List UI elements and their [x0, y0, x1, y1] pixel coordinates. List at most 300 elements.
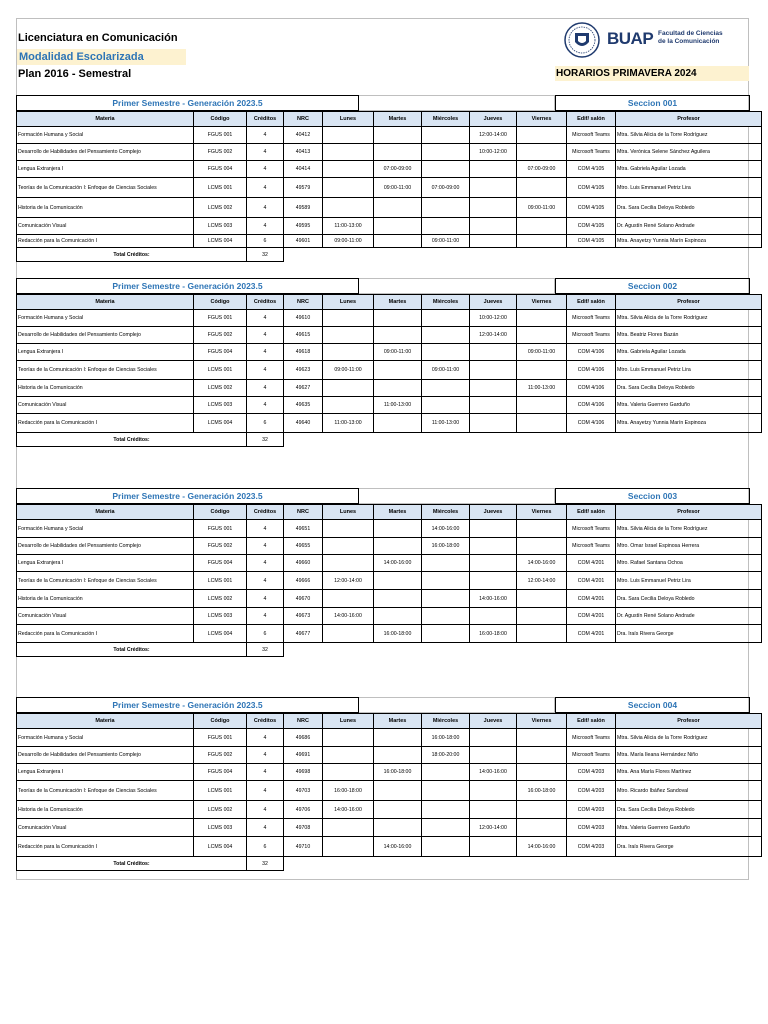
table-cell: 4 — [247, 819, 284, 837]
table-cell: COM 4/106 — [567, 380, 616, 397]
table-cell: Desarrollo de Habilidades del Pensamiento Complejo — [17, 538, 194, 555]
table-cell: 4 — [247, 781, 284, 801]
table-cell — [470, 747, 517, 764]
table-cell: Dra. Iraís Rivera George — [616, 625, 762, 643]
table-cell: LCMS 003 — [194, 218, 247, 235]
table-row — [17, 414, 762, 433]
table-cell: Lengua Extranjera I — [17, 344, 194, 361]
table-cell — [517, 801, 567, 819]
table-cell: LCMS 004 — [194, 625, 247, 643]
table-cell: Desarrollo de Habilidades del Pensamiento Complejo — [17, 144, 194, 161]
table-cell: 14:00-16:00 — [470, 764, 517, 781]
table-cell: Redacción para la Comunicación I — [17, 625, 194, 643]
column-header: Edif/ salón — [567, 505, 616, 520]
table-cell — [470, 218, 517, 235]
table-cell — [374, 198, 422, 218]
table-cell — [323, 747, 374, 764]
table-cell: 49708 — [284, 819, 323, 837]
table-cell: Dra. Sara Cecilia Deloya Robledo — [616, 590, 762, 608]
total-row — [17, 643, 762, 657]
table-cell: 11:00-13:00 — [422, 414, 470, 433]
column-header: Materia — [17, 505, 194, 520]
table-cell: COM 4/201 — [567, 608, 616, 625]
column-header: Jueves — [470, 295, 517, 310]
table-cell: 09:00-11:00 — [374, 344, 422, 361]
table-row — [17, 198, 762, 218]
table-cell — [517, 144, 567, 161]
table-row — [17, 397, 762, 414]
header-spacer — [359, 95, 555, 111]
schedule-table — [16, 504, 762, 657]
table-cell — [374, 801, 422, 819]
table-cell: LCMS 001 — [194, 361, 247, 380]
table-cell: 07:00-09:00 — [422, 178, 470, 198]
buap-logo — [563, 20, 733, 64]
column-header: Código — [194, 714, 247, 729]
column-header: Martes — [374, 505, 422, 520]
column-header: Código — [194, 295, 247, 310]
table-cell — [323, 178, 374, 198]
table-cell: 14:00-16:00 — [517, 555, 567, 572]
column-header: Viernes — [517, 112, 567, 127]
column-header: NRC — [284, 505, 323, 520]
column-header: Jueves — [470, 505, 517, 520]
table-cell: COM 4/105 — [567, 198, 616, 218]
table-cell: COM 4/201 — [567, 590, 616, 608]
table-cell — [422, 625, 470, 643]
total-credits-value: 32 — [247, 857, 284, 871]
column-header: Miércoles — [422, 505, 470, 520]
table-row — [17, 781, 762, 801]
table-cell — [422, 608, 470, 625]
table-cell — [517, 218, 567, 235]
table-header-row — [17, 295, 762, 310]
table-cell: 4 — [247, 380, 284, 397]
table-cell — [374, 414, 422, 433]
table-cell: 16:00-18:00 — [422, 538, 470, 555]
table-cell: 49579 — [284, 178, 323, 198]
table-cell: 6 — [247, 837, 284, 857]
column-header: Profesor — [616, 505, 762, 520]
table-cell: Mtra. Valeria Guerrero Garduño — [616, 819, 762, 837]
table-cell: COM 4/105 — [567, 161, 616, 178]
table-cell — [517, 178, 567, 198]
table-cell: Redacción para la Comunicación I — [17, 414, 194, 433]
table-cell: LCMS 002 — [194, 380, 247, 397]
table-cell — [422, 144, 470, 161]
table-row — [17, 178, 762, 198]
blank-cell — [284, 857, 762, 871]
table-cell — [422, 161, 470, 178]
table-cell: 49627 — [284, 380, 323, 397]
table-cell: 09:00-11:00 — [422, 235, 470, 248]
table-cell — [422, 837, 470, 857]
table-cell — [374, 819, 422, 837]
table-cell: 11:00-13:00 — [374, 397, 422, 414]
column-header: Jueves — [470, 112, 517, 127]
table-cell: Lengua Extranjera I — [17, 555, 194, 572]
table-cell: 07:00-09:00 — [517, 161, 567, 178]
table-cell: Mtra. Silvia Alicia de la Torre Rodríguez — [616, 310, 762, 327]
table-cell: 6 — [247, 625, 284, 643]
table-row — [17, 235, 762, 248]
table-cell: 4 — [247, 310, 284, 327]
table-cell: LCMS 002 — [194, 590, 247, 608]
table-cell — [374, 608, 422, 625]
table-cell — [374, 310, 422, 327]
table-cell — [374, 327, 422, 344]
table-cell: Comunicación Visual — [17, 819, 194, 837]
column-header: Miércoles — [422, 112, 470, 127]
table-cell: 49601 — [284, 235, 323, 248]
table-cell: COM 4/203 — [567, 819, 616, 837]
table-cell — [470, 729, 517, 747]
table-row — [17, 747, 762, 764]
table-cell: Microsoft Teams — [567, 538, 616, 555]
column-header: Edif/ salón — [567, 714, 616, 729]
table-cell — [374, 590, 422, 608]
table-cell — [323, 310, 374, 327]
table-cell: 49691 — [284, 747, 323, 764]
table-cell: Lengua Extranjera I — [17, 161, 194, 178]
table-cell — [323, 729, 374, 747]
table-cell: 12:00-14:00 — [323, 572, 374, 590]
table-cell: Historia de la Comunicación — [17, 380, 194, 397]
table-row — [17, 837, 762, 857]
table-cell — [470, 520, 517, 538]
table-cell: 40412 — [284, 127, 323, 144]
table-cell — [517, 747, 567, 764]
table-cell: LCMS 001 — [194, 572, 247, 590]
buap-wordmark: BUAP — [607, 29, 654, 48]
table-cell: LCMS 002 — [194, 198, 247, 218]
table-cell: Mtro. Luis Emmanuel Petriz Lira — [616, 572, 762, 590]
table-row — [17, 310, 762, 327]
table-cell: COM 4/106 — [567, 397, 616, 414]
table-cell: 4 — [247, 361, 284, 380]
table-row — [17, 819, 762, 837]
table-cell — [470, 781, 517, 801]
table-cell — [323, 520, 374, 538]
table-cell: Dr. Agustín René Solano Andrade — [616, 608, 762, 625]
table-cell — [470, 837, 517, 857]
table-cell — [374, 218, 422, 235]
table-cell: 49640 — [284, 414, 323, 433]
table-cell: 4 — [247, 608, 284, 625]
column-header: Materia — [17, 112, 194, 127]
table-cell: Mtro. Omar Israel Espinosa Herrera — [616, 538, 762, 555]
table-cell: Microsoft Teams — [567, 310, 616, 327]
table-cell: Teorías de la Comunicación I: Enfoque de Ciencias Sociales — [17, 781, 194, 801]
table-cell: FGUS 001 — [194, 729, 247, 747]
table-row — [17, 218, 762, 235]
table-cell — [374, 729, 422, 747]
table-cell: 49618 — [284, 344, 323, 361]
table-cell — [323, 538, 374, 555]
table-cell: 49651 — [284, 520, 323, 538]
table-cell: Mtro. Rafael Santana Ochoa — [616, 555, 762, 572]
period-label: HORARIOS PRIMAVERA 2024 — [555, 66, 749, 81]
table-cell — [323, 590, 374, 608]
table-cell: 16:00-18:00 — [470, 625, 517, 643]
table-cell — [323, 837, 374, 857]
table-cell — [323, 625, 374, 643]
table-cell — [374, 361, 422, 380]
table-row — [17, 764, 762, 781]
table-cell: Mtra. Beatriz Flores Bazán — [616, 327, 762, 344]
table-cell: Microsoft Teams — [567, 327, 616, 344]
table-cell — [422, 310, 470, 327]
table-cell: FGUS 004 — [194, 344, 247, 361]
generation-title: Primer Semestre - Generación 2023.5 — [16, 488, 359, 504]
table-cell: 49615 — [284, 327, 323, 344]
table-cell: 49703 — [284, 781, 323, 801]
column-header: Viernes — [517, 295, 567, 310]
table-cell: 49666 — [284, 572, 323, 590]
table-cell: Mtra. Silvia Alicia de la Torre Rodríguez — [616, 127, 762, 144]
table-cell: 49670 — [284, 590, 323, 608]
table-cell: 4 — [247, 127, 284, 144]
table-cell: Microsoft Teams — [567, 127, 616, 144]
table-cell: 49706 — [284, 801, 323, 819]
table-cell: LCMS 001 — [194, 781, 247, 801]
table-cell — [374, 572, 422, 590]
column-header: Lunes — [323, 295, 374, 310]
total-credits-label: Total Créditos: — [17, 433, 247, 447]
table-cell — [517, 729, 567, 747]
table-cell: Mtra. Silvia Alicia de la Torre Rodríguez — [616, 520, 762, 538]
table-cell: COM 4/203 — [567, 837, 616, 857]
column-header: Créditos — [247, 295, 284, 310]
table-cell: COM 4/105 — [567, 218, 616, 235]
column-header: Miércoles — [422, 295, 470, 310]
table-cell: Microsoft Teams — [567, 520, 616, 538]
table-cell — [323, 327, 374, 344]
table-row — [17, 127, 762, 144]
table-cell: 09:00-11:00 — [517, 198, 567, 218]
table-cell — [374, 538, 422, 555]
plan-label: Plan 2016 - Semestral — [18, 68, 132, 80]
table-cell: 09:00-11:00 — [323, 235, 374, 248]
table-cell — [470, 380, 517, 397]
table-cell — [470, 397, 517, 414]
table-cell: Formación Humana y Social — [17, 310, 194, 327]
table-cell — [422, 590, 470, 608]
table-cell: FGUS 004 — [194, 161, 247, 178]
table-cell: COM 4/105 — [567, 235, 616, 248]
table-cell — [517, 819, 567, 837]
table-cell: Formación Humana y Social — [17, 520, 194, 538]
table-cell — [323, 764, 374, 781]
table-cell: LCMS 003 — [194, 819, 247, 837]
column-header: Viernes — [517, 714, 567, 729]
table-cell: Dra. Sara Cecilia Deloya Robledo — [616, 801, 762, 819]
table-cell — [374, 127, 422, 144]
table-cell: FGUS 001 — [194, 520, 247, 538]
table-cell: 40413 — [284, 144, 323, 161]
table-cell: 09:00-11:00 — [323, 361, 374, 380]
table-cell: Mtra. Verónica Selene Sánchez Aguilera — [616, 144, 762, 161]
table-cell — [422, 344, 470, 361]
table-cell: 49710 — [284, 837, 323, 857]
table-cell: Dra. Sara Cecilia Deloya Robledo — [616, 198, 762, 218]
table-cell — [323, 344, 374, 361]
generation-title: Primer Semestre - Generación 2023.5 — [16, 95, 359, 111]
table-cell: COM 4/203 — [567, 781, 616, 801]
table-cell — [517, 310, 567, 327]
table-cell — [517, 608, 567, 625]
table-row — [17, 555, 762, 572]
table-cell: 4 — [247, 397, 284, 414]
table-cell: Historia de la Comunicación — [17, 590, 194, 608]
table-cell: COM 4/201 — [567, 625, 616, 643]
table-cell: 4 — [247, 344, 284, 361]
table-cell: LCMS 004 — [194, 235, 247, 248]
table-row — [17, 590, 762, 608]
column-header: NRC — [284, 295, 323, 310]
table-cell: 16:00-18:00 — [374, 764, 422, 781]
total-credits-label: Total Créditos: — [17, 857, 247, 871]
table-cell — [374, 781, 422, 801]
blank-cell — [284, 643, 762, 657]
table-cell: Dra. Sara Cecilia Deloya Robledo — [616, 380, 762, 397]
table-cell — [374, 747, 422, 764]
total-credits-value: 32 — [247, 248, 284, 262]
section-title: Seccion 003 — [555, 488, 750, 504]
column-header: Edif/ salón — [567, 295, 616, 310]
table-cell: 4 — [247, 747, 284, 764]
table-cell: 49610 — [284, 310, 323, 327]
column-header: Profesor — [616, 112, 762, 127]
table-cell: COM 4/203 — [567, 801, 616, 819]
table-row — [17, 608, 762, 625]
table-cell: 49677 — [284, 625, 323, 643]
table-cell — [517, 235, 567, 248]
table-cell: COM 4/106 — [567, 344, 616, 361]
table-cell — [422, 555, 470, 572]
table-cell — [374, 235, 422, 248]
table-cell: 49698 — [284, 764, 323, 781]
column-header: Lunes — [323, 112, 374, 127]
table-cell: 16:00-18:00 — [422, 729, 470, 747]
table-cell: 10:00-12:00 — [470, 144, 517, 161]
table-cell: FGUS 004 — [194, 555, 247, 572]
table-cell: 4 — [247, 801, 284, 819]
table-cell: 16:00-18:00 — [517, 781, 567, 801]
table-cell: Formación Humana y Social — [17, 127, 194, 144]
table-cell: Redacción para la Comunicación I — [17, 235, 194, 248]
generation-title: Primer Semestre - Generación 2023.5 — [16, 278, 359, 294]
table-cell: Redacción para la Comunicación I — [17, 837, 194, 857]
table-cell: 14:00-16:00 — [422, 520, 470, 538]
table-cell — [470, 555, 517, 572]
section-title: Seccion 001 — [555, 95, 750, 111]
table-cell: LCMS 003 — [194, 608, 247, 625]
column-header: NRC — [284, 112, 323, 127]
table-cell: Teorías de la Comunicación I: Enfoque de Ciencias Sociales — [17, 361, 194, 380]
table-cell: LCMS 002 — [194, 801, 247, 819]
table-cell: 4 — [247, 555, 284, 572]
table-row — [17, 625, 762, 643]
table-cell: Historia de la Comunicación — [17, 801, 194, 819]
modality-label: Modalidad Escolarizada — [17, 49, 186, 65]
blank-cell — [284, 433, 762, 447]
table-cell: 4 — [247, 178, 284, 198]
table-cell — [323, 198, 374, 218]
table-row — [17, 520, 762, 538]
table-cell: FGUS 001 — [194, 310, 247, 327]
table-cell: Lengua Extranjera I — [17, 764, 194, 781]
table-cell: Comunicación Visual — [17, 218, 194, 235]
table-cell: Teorías de la Comunicación I: Enfoque de Ciencias Sociales — [17, 178, 194, 198]
table-cell: 4 — [247, 572, 284, 590]
table-cell: Mtro. Luis Emmanuel Petriz Lira — [616, 178, 762, 198]
table-cell — [517, 327, 567, 344]
table-cell: 4 — [247, 520, 284, 538]
table-cell: FGUS 002 — [194, 747, 247, 764]
table-cell: 49673 — [284, 608, 323, 625]
table-cell — [374, 520, 422, 538]
table-cell: FGUS 002 — [194, 327, 247, 344]
table-cell — [422, 198, 470, 218]
table-cell — [422, 380, 470, 397]
table-cell: 49655 — [284, 538, 323, 555]
table-row — [17, 380, 762, 397]
table-cell: Mtra. Silvia Alicia de la Torre Rodríguez — [616, 729, 762, 747]
schedule-table — [16, 111, 762, 262]
column-header: Materia — [17, 295, 194, 310]
column-header: Lunes — [323, 714, 374, 729]
table-header-row — [17, 112, 762, 127]
table-cell: 4 — [247, 161, 284, 178]
table-cell: 4 — [247, 590, 284, 608]
table-cell: COM 4/201 — [567, 572, 616, 590]
table-cell: 12:00-14:00 — [470, 819, 517, 837]
table-cell — [422, 764, 470, 781]
table-cell — [517, 538, 567, 555]
table-cell: Mtra. Valeria Guerrero Garduño — [616, 397, 762, 414]
table-cell: 16:00-18:00 — [323, 781, 374, 801]
table-cell — [422, 819, 470, 837]
column-header: Miércoles — [422, 714, 470, 729]
table-cell: 4 — [247, 198, 284, 218]
table-cell: 4 — [247, 327, 284, 344]
table-cell: Mtro. Ricardo Ibáñez Sandoval — [616, 781, 762, 801]
table-cell: 6 — [247, 235, 284, 248]
table-cell: FGUS 001 — [194, 127, 247, 144]
table-cell: Comunicación Visual — [17, 397, 194, 414]
column-header: Martes — [374, 112, 422, 127]
table-row — [17, 344, 762, 361]
table-cell: 16:00-18:00 — [374, 625, 422, 643]
blank-cell — [284, 248, 762, 262]
table-cell — [422, 218, 470, 235]
table-row — [17, 161, 762, 178]
table-cell: COM 4/106 — [567, 361, 616, 380]
table-cell: Mtra. Gabriela Aguilar Lozada — [616, 344, 762, 361]
table-cell: 12:00-14:00 — [470, 127, 517, 144]
table-row — [17, 327, 762, 344]
column-header: Créditos — [247, 505, 284, 520]
table-cell: 12:00-14:00 — [470, 327, 517, 344]
table-cell — [517, 397, 567, 414]
table-cell — [470, 414, 517, 433]
table-cell: Microsoft Teams — [567, 144, 616, 161]
table-cell — [422, 397, 470, 414]
table-cell: Comunicación Visual — [17, 608, 194, 625]
table-row — [17, 361, 762, 380]
table-cell: 4 — [247, 144, 284, 161]
